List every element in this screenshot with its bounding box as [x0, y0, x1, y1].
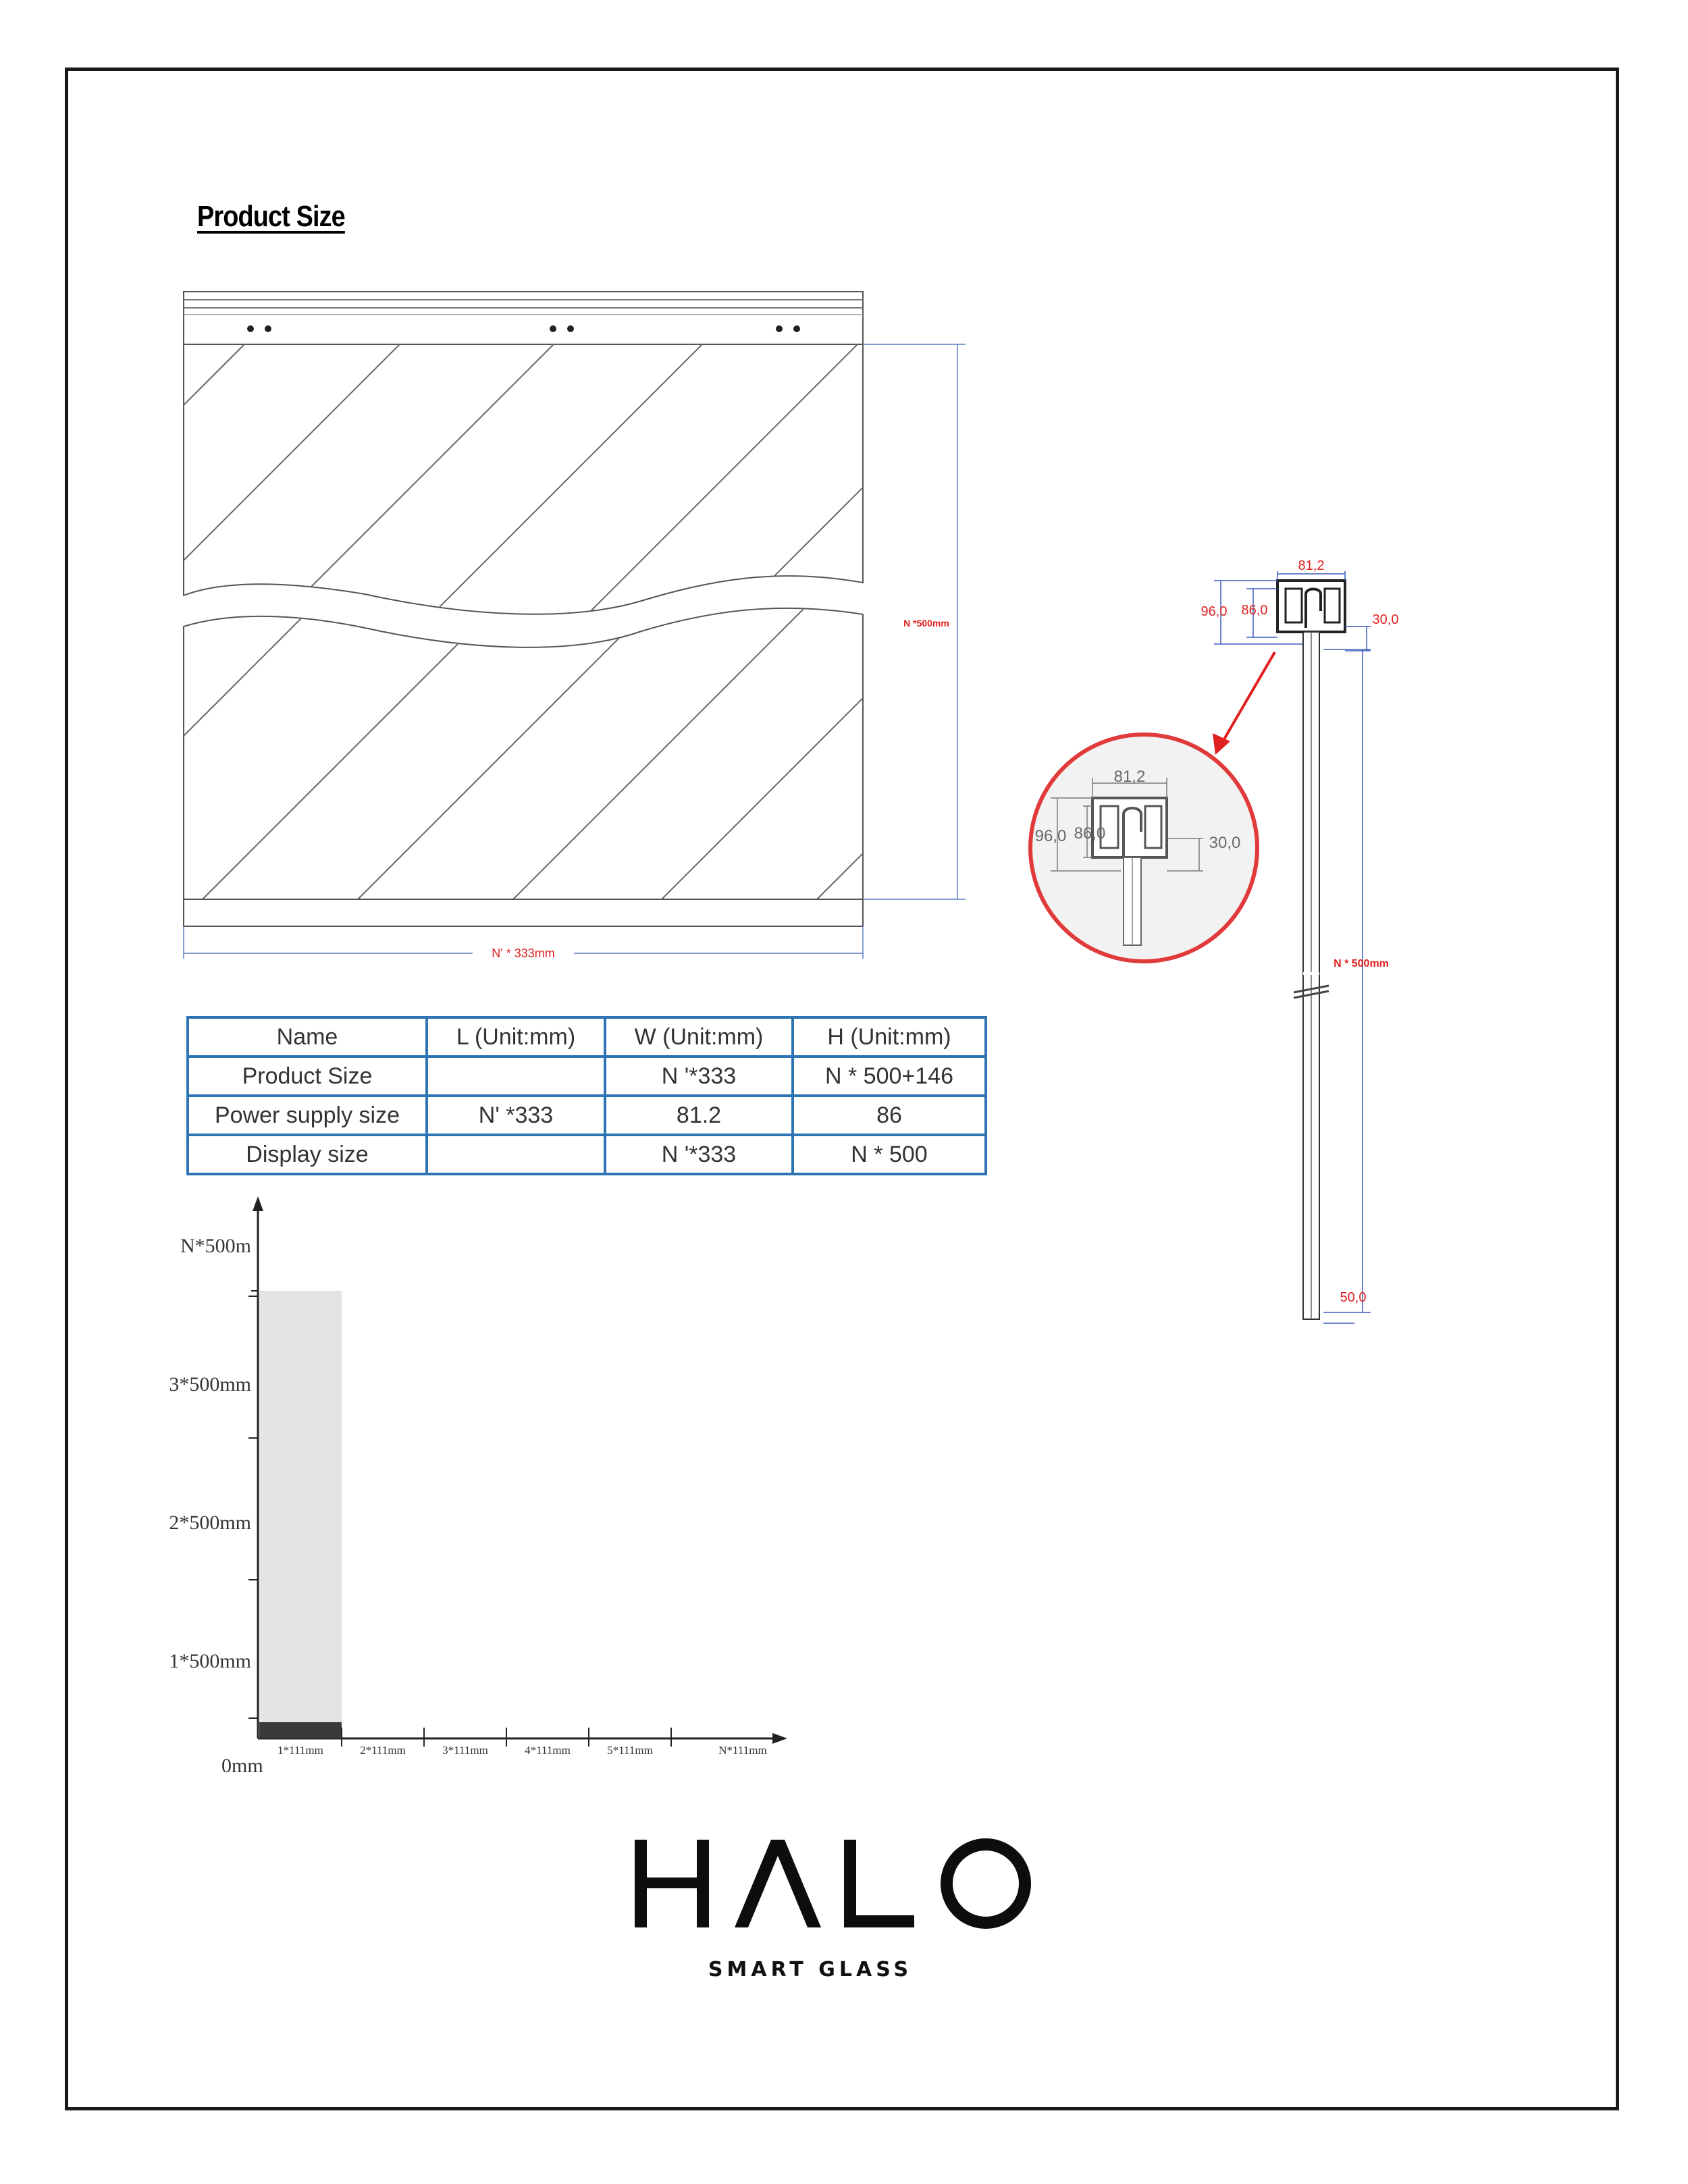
section-heading: Product Size — [197, 200, 345, 233]
chart-y-ticks — [169, 1235, 263, 1777]
chart-y-tick-label: N*500m — [180, 1235, 251, 1257]
table-cell: Power supply size — [188, 1096, 427, 1135]
chart-x-ticks — [278, 1728, 767, 1757]
table-cell: Product Size — [188, 1057, 427, 1096]
profile-outer-height-label: 96,0 — [1201, 604, 1228, 619]
chart-x-tick-label: 1*111mm — [278, 1744, 323, 1757]
table-header-cell: Name — [188, 1017, 427, 1057]
chart-fill-column — [259, 1291, 342, 1738]
profile-bottom-label: 50,0 — [1340, 1290, 1367, 1305]
table-header-cell: H (Unit:mm) — [793, 1017, 986, 1057]
chart-x-tick-label: 4*111mm — [525, 1744, 571, 1757]
table-cell: Display size — [188, 1135, 427, 1174]
chart-y-tick-label: 3*500mm — [169, 1373, 251, 1395]
table-cell: N * 500+146 — [793, 1057, 986, 1096]
chart-fill-group — [259, 1291, 342, 1738]
zoom-inner-height-label: 86,0 — [1074, 824, 1106, 843]
profile-height-label: N * 500mm — [1334, 958, 1389, 969]
table-header-cell: L (Unit:mm) — [427, 1017, 605, 1057]
chart-x-tick-label: 5*111mm — [607, 1744, 653, 1757]
chart-x-tick-label: 2*111mm — [360, 1744, 406, 1757]
height-dimension-label: N *500mm — [903, 618, 949, 629]
profile-offset-label: 30,0 — [1372, 612, 1399, 627]
halo-logo — [628, 1826, 1114, 1988]
zoom-outer-height-label: 96,0 — [1034, 827, 1067, 845]
table-cell: N * 500 — [793, 1135, 986, 1174]
table-cell: N '*333 — [605, 1135, 793, 1174]
table-cell: 81.2 — [605, 1096, 793, 1135]
halo-tagline: SMART GLASS — [708, 1958, 913, 1981]
zoom-width-label: 81,2 — [1113, 768, 1146, 786]
table-cell: 86 — [793, 1096, 986, 1135]
width-dimension-label: N' * 333mm — [492, 947, 555, 960]
chart-y-tick-label: 0mm — [221, 1755, 263, 1777]
chart-x-tick-label: N*111mm — [718, 1744, 767, 1757]
halo-wordmark — [635, 1840, 1025, 1927]
chart-y-tick-label: 1*500mm — [169, 1650, 251, 1672]
zoom-offset-label: 30,0 — [1209, 834, 1241, 852]
table-cell: N' *333 — [427, 1096, 605, 1135]
table-header-cell: W (Unit:mm) — [605, 1017, 793, 1057]
profile-width-label: 81,2 — [1298, 558, 1325, 573]
table-cell: N '*333 — [605, 1057, 793, 1096]
chart-x-tick-label: 3*111mm — [442, 1744, 488, 1757]
chart-y-tick-label: 2*500mm — [169, 1512, 251, 1534]
profile-inner-height-label: 86,0 — [1241, 603, 1268, 618]
chart-base-bar — [259, 1722, 342, 1738]
